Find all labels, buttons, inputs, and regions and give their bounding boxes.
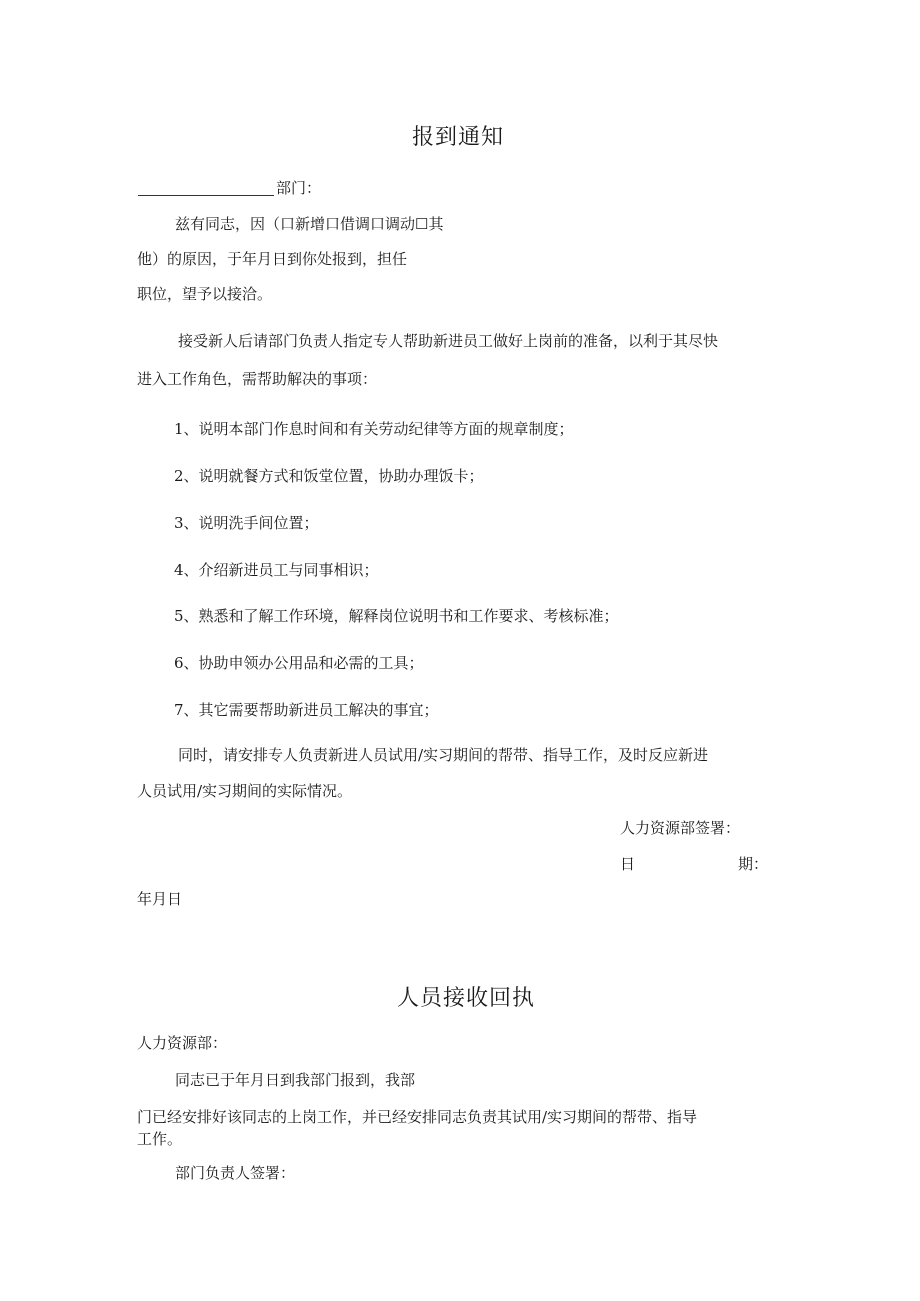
notice-paragraph-2-line-2: 人员试用/实习期间的实际情况。 <box>137 782 353 800</box>
list-item: 3、说明洗手间位置； <box>174 514 319 532</box>
list-item: 2、说明就餐方式和饭堂位置，协助办理饭卡； <box>174 467 484 485</box>
list-item: 4、介绍新进员工与同事相识； <box>174 561 379 579</box>
hr-signature-label: 人力资源部签署： <box>620 819 741 837</box>
notice-title: 报到通知 <box>412 125 505 150</box>
department-head-signature-label: 部门负责人签署： <box>175 1164 296 1182</box>
receipt-line-1: 同志已于年月日到我部门报到，我部 <box>175 1071 416 1089</box>
list-item: 5、熟悉和了解工作环境，解释岗位说明书和工作要求、考核标准； <box>174 607 619 625</box>
notice-paragraph-1-line-2: 进入工作角色，需帮助解决的事项： <box>137 370 378 388</box>
date-label-char-1: 日 <box>620 855 636 873</box>
notice-intro-line-1: 兹有同志，因（口新增口借调口调动☐其 <box>175 215 444 233</box>
receipt-line-3: 工作。 <box>137 1130 183 1148</box>
notice-paragraph-2-line-1: 同时，请安排专人负责新进人员试用/实习期间的帮带、指导工作，及时反应新进 <box>178 746 709 764</box>
department-label: 部门： <box>276 179 322 197</box>
receipt-title: 人员接收回执 <box>397 986 536 1011</box>
list-item: 6、协助申领办公用品和必需的工具； <box>174 654 424 672</box>
department-blank-line <box>138 195 274 196</box>
date-label-char-2: 期： <box>738 855 769 873</box>
notice-intro-line-2: 他）的原因，于年月日到你处报到，担任 <box>137 250 408 268</box>
receipt-addressee: 人力资源部： <box>137 1034 228 1052</box>
notice-intro-line-3: 职位，望予以接洽。 <box>137 285 273 303</box>
list-item: 1、说明本部门作息时间和有关劳动纪律等方面的规章制度； <box>174 420 574 438</box>
receipt-line-2: 门已经安排好该同志的上岗工作，并已经安排同志负责其试用/实习期间的帮带、指导 <box>137 1108 698 1126</box>
date-value: 年月日 <box>137 890 183 908</box>
list-item: 7、其它需要帮助新进员工解决的事宜； <box>174 701 439 719</box>
notice-paragraph-1-line-1: 接受新人后请部门负责人指定专人帮助新进员工做好上岗前的准备，以利于其尽快 <box>178 332 719 350</box>
